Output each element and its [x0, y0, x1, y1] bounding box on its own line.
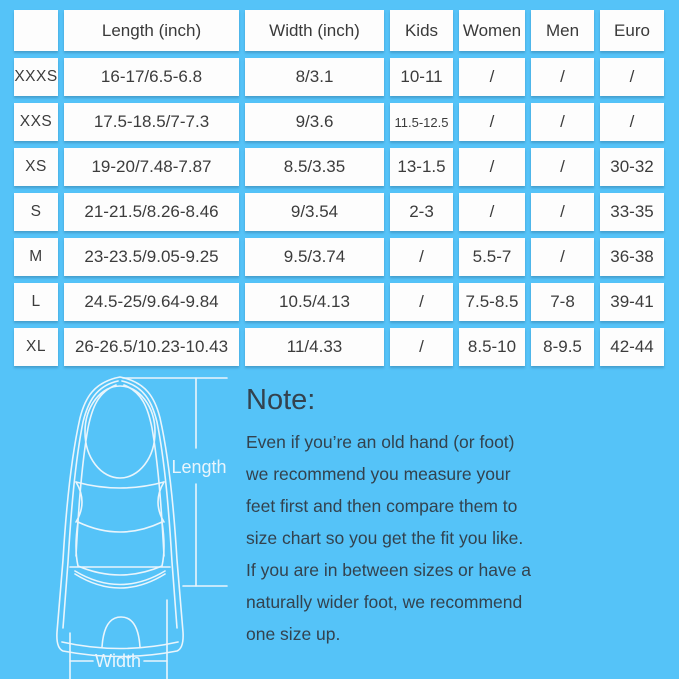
data-cell: / — [459, 193, 525, 231]
data-cell: / — [459, 103, 525, 141]
data-cell: 19-20/7.48-7.87 — [64, 148, 239, 186]
note-section — [246, 384, 531, 650]
column-header-cell: Men — [531, 10, 594, 51]
data-cell: 11.5-12.5 — [390, 103, 453, 141]
note-line: naturally wider foot, we recommend — [246, 592, 523, 612]
data-cell: / — [390, 283, 453, 321]
note-line: Even if you’re an old hand (or foot) — [246, 432, 515, 452]
note-line: we recommend you measure your — [246, 464, 511, 484]
fin-outline — [57, 377, 183, 657]
data-cell: / — [531, 148, 594, 186]
data-cell: / — [600, 103, 664, 141]
data-cell: / — [459, 148, 525, 186]
data-cell: 24.5-25/9.64-9.84 — [64, 283, 239, 321]
size-label-cell: XL — [14, 328, 58, 366]
data-cell: 5.5-7 — [459, 238, 525, 276]
data-cell: 8/3.1 — [245, 58, 384, 96]
column-header-cell: Women — [459, 10, 525, 51]
note-line: one size up. — [246, 624, 341, 644]
size-label-cell: XXS — [14, 103, 58, 141]
data-cell: 7.5-8.5 — [459, 283, 525, 321]
column-header-cell: Kids — [390, 10, 453, 51]
data-cell: 42-44 — [600, 328, 664, 366]
size-label-cell: L — [14, 283, 58, 321]
column-header-cell: Length (inch) — [64, 10, 239, 51]
data-cell: 8.5/3.35 — [245, 148, 384, 186]
data-cell: 33-35 — [600, 193, 664, 231]
length-dimension — [123, 378, 227, 586]
data-cell: 11/4.33 — [245, 328, 384, 366]
data-cell: 13-1.5 — [390, 148, 453, 186]
data-cell: / — [390, 238, 453, 276]
length-label: Length — [171, 457, 227, 477]
data-cell: 21-21.5/8.26-8.46 — [64, 193, 239, 231]
note-line: If you are in between sizes or have a — [246, 560, 532, 580]
data-cell: / — [600, 58, 664, 96]
size-label-cell: S — [14, 193, 58, 231]
data-cell: 10-11 — [390, 58, 453, 96]
data-cell: 9/3.54 — [245, 193, 384, 231]
column-header-cell: Euro — [600, 10, 664, 51]
data-cell: 36-38 — [600, 238, 664, 276]
note-lines — [246, 426, 531, 650]
corner-header-cell — [14, 10, 58, 51]
data-cell: / — [531, 193, 594, 231]
data-cell: 30-32 — [600, 148, 664, 186]
data-cell: 10.5/4.13 — [245, 283, 384, 321]
note-line: feet first and then compare them to — [246, 496, 518, 516]
column-header-cell: Width (inch) — [245, 10, 384, 51]
data-cell: / — [531, 58, 594, 96]
size-label-cell: XS — [14, 148, 58, 186]
data-cell: / — [390, 328, 453, 366]
data-cell: / — [531, 103, 594, 141]
data-cell: 7-8 — [531, 283, 594, 321]
data-cell: 17.5-18.5/7-7.3 — [64, 103, 239, 141]
width-dimension — [70, 600, 167, 679]
data-cell: 9.5/3.74 — [245, 238, 384, 276]
data-cell: / — [459, 58, 525, 96]
data-cell: 26-26.5/10.23-10.43 — [64, 328, 239, 366]
note-line: size chart so you get the fit you like. — [246, 528, 524, 548]
data-cell: 23-23.5/9.05-9.25 — [64, 238, 239, 276]
size-label-cell: XXXS — [14, 58, 58, 96]
data-cell: 16-17/6.5-6.8 — [64, 58, 239, 96]
size-label-cell: M — [14, 238, 58, 276]
data-cell: / — [531, 238, 594, 276]
fin-diagram — [30, 370, 245, 679]
data-cell: 2-3 — [390, 193, 453, 231]
data-cell: 39-41 — [600, 283, 664, 321]
data-cell: 9/3.6 — [245, 103, 384, 141]
data-cell: 8.5-10 — [459, 328, 525, 366]
width-label: Width — [94, 651, 142, 671]
size-table — [14, 10, 664, 366]
data-cell: 8-9.5 — [531, 328, 594, 366]
note-title: Note: — [246, 384, 316, 416]
